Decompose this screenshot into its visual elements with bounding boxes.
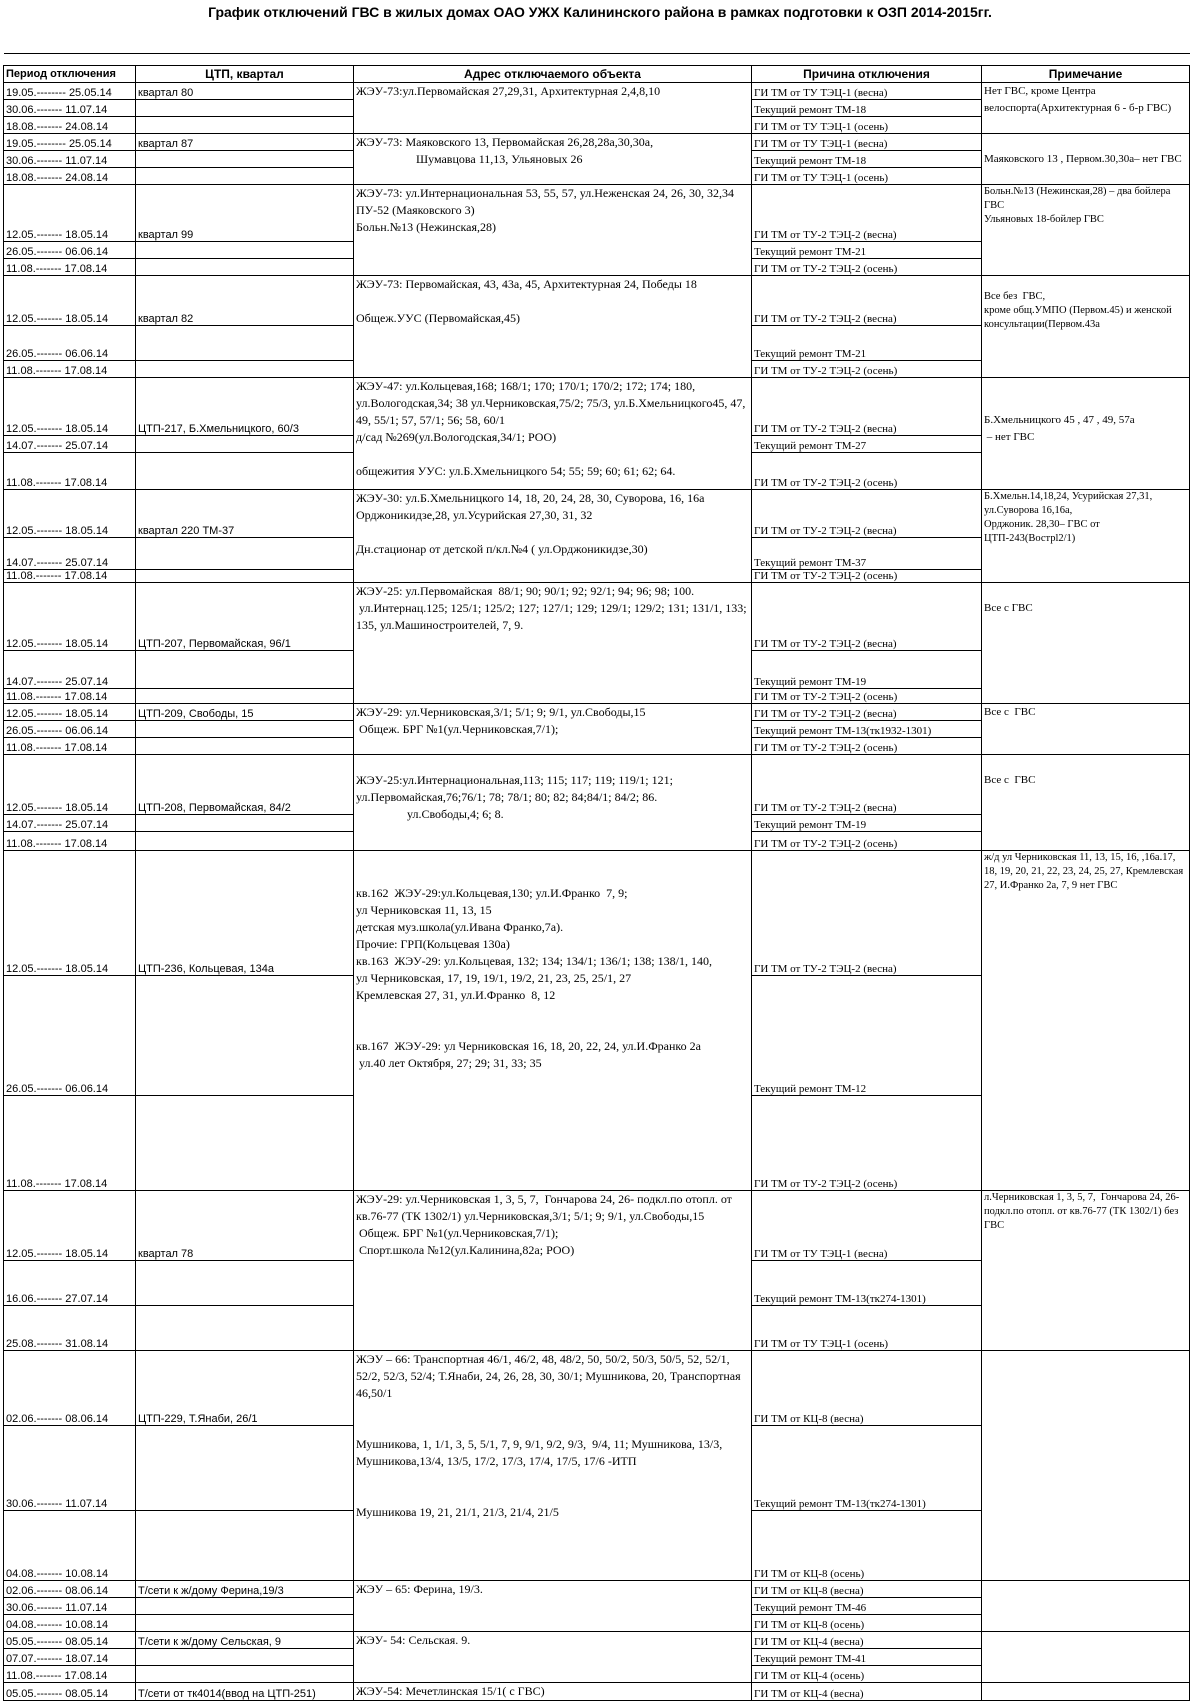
reason-cell: ГИ ТМ от КЦ-8 (весна) [752,1581,982,1598]
header-period: Период отключения [4,66,136,83]
reason-cell: Текущий ремонт ТМ-18 [752,100,982,117]
table-row [4,1191,1190,1261]
reason-cell: Текущий ремонт ТМ-13(тк274-1301) [752,1426,982,1511]
table-row [4,704,1190,721]
reason-cell: ГИ ТМ от ТУ-2 ТЭЦ-2 (весна) [752,490,982,538]
period-cell: 12.05.------- 18.05.14 [4,490,136,538]
ctp-cell [136,721,354,738]
ctp-cell [136,832,354,851]
ctp-cell [136,1598,354,1615]
table-row [4,1683,1190,1701]
ctp-cell: квартал 99 [136,185,354,242]
table-row [4,378,1190,436]
period-cell: 04.08.------- 10.08.14 [4,1615,136,1632]
reason-cell: ГИ ТМ от ТУ-2 ТЭЦ-2 (осень) [752,689,982,704]
header-ctp: ЦТП, квартал [136,66,354,83]
ctp-cell [136,326,354,361]
period-cell: 12.05.------- 18.05.14 [4,1191,136,1261]
reason-cell: Текущий ремонт ТМ-21 [752,242,982,259]
note-cell: Б.Хмельн.14,18,24, Усурийская 27,31, ул.Суворова 16,16а, Орджоник. 28,30– ГВС от ЦТП-243(Вострl2/1) [982,490,1190,583]
table-row [4,134,1190,151]
reason-cell: ГИ ТМ от ТУ ТЭЦ-1 (осень) [752,168,982,185]
ctp-cell [136,168,354,185]
ctp-cell [136,738,354,755]
reason-cell: ГИ ТМ от ТУ-2 ТЭЦ-2 (весна) [752,185,982,242]
period-cell: 12.05.------- 18.05.14 [4,755,136,815]
reason-cell: ГИ ТМ от КЦ-4 (осень) [752,1666,982,1683]
ctp-cell [136,651,354,689]
ctp-cell [136,453,354,490]
table-row [4,490,1190,538]
address-cell: ЖЭУ – 65: Ферина, 19/3. [354,1581,752,1632]
ctp-cell [136,361,354,378]
period-cell: 14.07.------- 25.07.14 [4,538,136,570]
period-cell: 26.05.------- 06.06.14 [4,326,136,361]
ctp-cell: квартал 80 [136,83,354,100]
reason-cell: Текущий ремонт ТМ-21 [752,326,982,361]
ctp-cell [136,242,354,259]
ctp-cell [136,259,354,276]
table-row [4,1632,1190,1649]
ctp-cell [136,436,354,453]
table-row [4,1351,1190,1426]
reason-cell: ГИ ТМ от ТУ ТЭЦ-1 (весна) [752,1191,982,1261]
ctp-cell [136,689,354,704]
period-cell: 12.05.------- 18.05.14 [4,851,136,976]
period-cell: 12.05.------- 18.05.14 [4,185,136,242]
address-cell: ЖЭУ-25: ул.Первомайская 88/1; 90; 90/1; 92; 92/1; 94; 96; 98; 100. ул.Интернац.125; 125/1; 125/2; 127; 127/1; 129; 129/1; 129/2; 131; 131/1, 133; 135, ул.Машиностроителей, 7, 9. [354,583,752,704]
period-cell: 05.05.------- 08.05.14 [4,1632,136,1649]
ctp-cell [136,1426,354,1511]
period-cell: 11.08.------- 17.08.14 [4,689,136,704]
note-cell: л.Черниковская 1, 3, 5, 7, Гончарова 24, 26- подкл.по отопл. от кв.76-77 (ТК 1302/1) без ГВС [982,1191,1190,1351]
period-cell: 11.08.------- 17.08.14 [4,1666,136,1683]
period-cell: 14.07.------- 25.07.14 [4,651,136,689]
ctp-cell [136,1261,354,1306]
ctp-cell [136,1649,354,1666]
address-cell: ЖЭУ-73:ул.Первомайская 27,29,31, Архитектурная 2,4,8,10 [354,83,752,134]
period-cell: 11.08.------- 17.08.14 [4,832,136,851]
reason-cell: Текущий ремонт ТМ-13(тк274-1301) [752,1261,982,1306]
period-cell: 12.05.------- 18.05.14 [4,276,136,326]
period-cell: 14.07.------- 25.07.14 [4,815,136,832]
reason-cell: ГИ ТМ от ТУ ТЭЦ-1 (осень) [752,1306,982,1351]
ctp-cell: ЦТП-217, Б.Хмельницкого, 60/3 [136,378,354,436]
reason-cell: ГИ ТМ от ТУ-2 ТЭЦ-2 (весна) [752,704,982,721]
ctp-cell [136,1306,354,1351]
reason-cell: ГИ ТМ от ТУ-2 ТЭЦ-2 (осень) [752,453,982,490]
ctp-cell: квартал 82 [136,276,354,326]
ctp-cell [136,538,354,570]
header-reason: Причина отключения [752,66,982,83]
reason-cell: ГИ ТМ от ТУ-2 ТЭЦ-2 (осень) [752,570,982,583]
period-cell: 25.08.------- 31.08.14 [4,1306,136,1351]
reason-cell: ГИ ТМ от КЦ-8 (осень) [752,1511,982,1581]
ctp-cell [136,100,354,117]
ctp-cell: ЦТП-229, Т.Янаби, 26/1 [136,1351,354,1426]
period-cell: 14.07.------- 25.07.14 [4,436,136,453]
reason-cell: ГИ ТМ от ТУ-2 ТЭЦ-2 (весна) [752,276,982,326]
reason-cell: ГИ ТМ от КЦ-8 (весна) [752,1351,982,1426]
reason-cell: Текущий ремонт ТМ-19 [752,815,982,832]
reason-cell: ГИ ТМ от ТУ-2 ТЭЦ-2 (весна) [752,755,982,815]
period-cell: 11.08.------- 17.08.14 [4,361,136,378]
address-cell: ЖЭУ-73: ул.Интернациональная 53, 55, 57, ул.Неженская 24, 26, 30, 32,34 ПУ-52 (Маяковского 3) Больн.№13 (Нежинская,28) [354,185,752,276]
period-cell: 11.08.------- 17.08.14 [4,259,136,276]
ctp-cell [136,151,354,168]
header-note: Примечание [982,66,1190,83]
note-cell: Больн.№13 (Нежинская,28) – два бойлера ГВС Ульяновых 18-бойлер ГВС [982,185,1190,276]
table-row [4,1581,1190,1598]
note-cell: Маяковского 13 , Первом.30,30а– нет ГВС [982,134,1190,185]
note-cell [982,1351,1190,1581]
note-cell: Б.Хмельницкого 45 , 47 , 49, 57а – нет ГВС [982,378,1190,490]
header-row [4,66,1190,83]
period-cell: 12.05.------- 18.05.14 [4,378,136,436]
reason-cell: Текущий ремонт ТМ-18 [752,151,982,168]
reason-cell: ГИ ТМ от ТУ-2 ТЭЦ-2 (осень) [752,361,982,378]
ctp-cell [136,117,354,134]
ctp-cell [136,570,354,583]
reason-cell: ГИ ТМ от КЦ-4 (весна) [752,1632,982,1649]
table-row [4,83,1190,100]
period-cell: 11.08.------- 17.08.14 [4,453,136,490]
ctp-cell: квартал 78 [136,1191,354,1261]
address-cell: ЖЭУ- 54: Сельская. 9. [354,1632,752,1683]
outage-schedule-table [3,53,1190,1701]
period-cell: 19.05.-------- 25.05.14 [4,134,136,151]
period-cell: 02.06.------- 08.06.14 [4,1581,136,1598]
period-cell: 18.08.------- 24.08.14 [4,117,136,134]
note-cell: Все с ГВС [982,755,1190,851]
reason-cell: Текущий ремонт ТМ-27 [752,436,982,453]
reason-cell: ГИ ТМ от ТУ-2 ТЭЦ-2 (осень) [752,738,982,755]
ctp-cell: Т/сети к ж/дому Сельская, 9 [136,1632,354,1649]
ctp-cell [136,1615,354,1632]
note-cell: Нет ГВС, кроме Центра велоспорта(Архитектурная 6 - б-р ГВС) [982,83,1190,134]
period-cell: 19.05.-------- 25.05.14 [4,83,136,100]
note-cell: Все с ГВС [982,704,1190,755]
reason-cell: Текущий ремонт ТМ-13(тк1932-1301) [752,721,982,738]
period-cell: 26.05.------- 06.06.14 [4,721,136,738]
reason-cell: ГИ ТМ от КЦ-8 (осень) [752,1615,982,1632]
period-cell: 11.08.------- 17.08.14 [4,570,136,583]
note-cell [982,1683,1190,1701]
address-cell: ЖЭУ-47: ул.Кольцевая,168; 168/1; 170; 170/1; 170/2; 172; 174; 180, ул.Вологодская,34; 38 ул.Черниковская,75/2; 75/3, ул.Б.Хмельницкого45, 47, 49, 55/1; 57, 57/1; 56; 58, 60/1 д/сад №269(ул.Вологодская,34/1; РОО) общежития УУС: ул.Б.Хмельницкого 54; 55; 59; 60; 61; 62; 64. [354,378,752,490]
period-cell: 30.06.------- 11.07.14 [4,100,136,117]
ctp-cell [136,976,354,1096]
period-cell: 05.05.------- 08.05.14 [4,1683,136,1701]
ctp-cell [136,1096,354,1191]
period-cell: 02.06.------- 08.06.14 [4,1351,136,1426]
note-cell [982,1581,1190,1632]
ctp-cell: ЦТП-209, Свободы, 15 [136,704,354,721]
ctp-cell: квартал 220 ТМ-37 [136,490,354,538]
reason-cell: ГИ ТМ от ТУ-2 ТЭЦ-2 (весна) [752,378,982,436]
period-cell: 30.06.------- 11.07.14 [4,1598,136,1615]
address-cell: ЖЭУ-30: ул.Б.Хмельницкого 14, 18, 20, 24, 28, 30, Суворова, 16, 16а Орджоникидзе,28, ул.Усурийская 27,30, 31, 32 Дн.стационар от детской п/кл.№4 ( ул.Орджоникидзе,30) [354,490,752,583]
ctp-cell: Т/сети от тк4014(ввод на ЦТП-251) [136,1683,354,1701]
address-cell: кв.162 ЖЭУ-29:ул.Кольцевая,130; ул.И.Франко 7, 9; ул Черниковская 11, 13, 15 детская муз.школа(ул.Ивана Франко,7а). Прочие: ГРП(Кольцевая 130а) кв.163 ЖЭУ-29: ул.Кольцевая, 132; 134; 134/1; 136/1; 138; 138/1, 140, ул Черниковская, 17, 19, 19/1, 19/2, 21, 23, 25, 25/1, 27 Кремлевская 27, 31, ул.И.Франко 8, 12 кв.167 ЖЭУ-29: ул Черниковская 16, 18, 20, 22, 24, ул.И.Франко 2а ул.40 лет Октября, 27; 29; 31, 33; 35 [354,851,752,1191]
period-cell: 30.06.------- 11.07.14 [4,151,136,168]
reason-cell: ГИ ТМ от ТУ-2 ТЭЦ-2 (осень) [752,1096,982,1191]
reason-cell: Текущий ремонт ТМ-46 [752,1598,982,1615]
address-cell: ЖЭУ-73: Первомайская, 43, 43а, 45, Архитектурная 24, Победы 18 Общеж.УУС (Первомайская,45) [354,276,752,378]
address-cell: ЖЭУ-54: Мечетлинская 15/1( с ГВС) [354,1683,752,1701]
period-cell: 11.08.------- 17.08.14 [4,1096,136,1191]
period-cell: 26.05.------- 06.06.14 [4,976,136,1096]
ctp-cell [136,815,354,832]
ctp-cell [136,1666,354,1683]
note-cell: ж/д ул Черниковская 11, 13, 15, 16, ,16а.17, 18, 19, 20, 21, 22, 23, 24, 25, 27, Кремлевская 27, И.Франко 2а, 7, 9 нет ГВС [982,851,1190,1191]
reason-cell: ГИ ТМ от ТУ-2 ТЭЦ-2 (весна) [752,583,982,651]
period-cell: 26.05.------- 06.06.14 [4,242,136,259]
table-row [4,185,1190,242]
address-cell: ЖЭУ-25:ул.Интернациональная,113; 115; 117; 119; 119/1; 121; ул.Первомайская,76;76/1; 78; 78/1; 80; 82; 84;84/1; 84/2; 86. ул.Свободы,4; 6; 8. [354,755,752,851]
reason-cell: Текущий ремонт ТМ-12 [752,976,982,1096]
ctp-cell: ЦТП-208, Первомайская, 84/2 [136,755,354,815]
ctp-cell [136,1511,354,1581]
table-row [4,276,1190,326]
reason-cell: ГИ ТМ от ТУ-2 ТЭЦ-2 (осень) [752,259,982,276]
ctp-cell: Т/сети к ж/дому Ферина,19/3 [136,1581,354,1598]
reason-cell: ГИ ТМ от ТУ ТЭЦ-1 (весна) [752,134,982,151]
note-cell: Все с ГВС [982,583,1190,704]
reason-cell: Текущий ремонт ТМ-37 [752,538,982,570]
reason-cell: ГИ ТМ от ТУ ТЭЦ-1 (осень) [752,117,982,134]
period-cell: 12.05.------- 18.05.14 [4,704,136,721]
reason-cell: Текущий ремонт ТМ-41 [752,1649,982,1666]
table-row [4,851,1190,976]
address-cell: ЖЭУ – 66: Транспортная 46/1, 46/2, 48, 48/2, 50, 50/2, 50/3, 50/5, 52, 52/1, 52/2, 52/3, 52/4; Т.Янаби, 24, 26, 28, 30, 30/1; Мушникова, 20, Транспортная 46,50/1 Мушникова, 1, 1/1, 3, 5, 5/1, 7, 9, 9/1, 9/2, 9/3, 9/4, 11; Мушникова, 13/3, Мушникова,13/4, 13/5, 17/2, 17/3, 17/4, 17/5, 17/6 -ИТП Мушникова 19, 21, 21/1, 21/3, 21/4, 21/5 [354,1351,752,1581]
period-cell: 18.08.------- 24.08.14 [4,168,136,185]
header-address: Адрес отключаемого объекта [354,66,752,83]
document-title: График отключений ГВС в жилых домах ОАО УЖХ Калининского района в рамках подготовки к ОЗП 2014-2015гг. [208,4,992,20]
ctp-cell: ЦТП-207, Первомайская, 96/1 [136,583,354,651]
reason-cell: Текущий ремонт ТМ-19 [752,651,982,689]
period-cell: 12.05.------- 18.05.14 [4,583,136,651]
note-cell [982,1632,1190,1683]
ctp-cell: ЦТП-236, Кольцевая, 134а [136,851,354,976]
reason-cell: ГИ ТМ от ТУ ТЭЦ-1 (весна) [752,83,982,100]
address-cell: ЖЭУ-29: ул.Черниковская 1, 3, 5, 7, Гончарова 24, 26- подкл.по отопл. от кв.76-77 (ТК 1302/1) ул.Черниковская,3/1; 5/1; 9; 9/1, ул.Свободы,15 Общеж. БРГ №1(ул.Черниковская,7/1); Спорт.школа №12(ул.Калинина,82а; РОО) [354,1191,752,1351]
reason-cell: ГИ ТМ от ТУ-2 ТЭЦ-2 (весна) [752,851,982,976]
reason-cell: ГИ ТМ от КЦ-4 (весна) [752,1683,982,1701]
table-row [4,755,1190,815]
table-row [4,583,1190,651]
period-cell: 11.08.------- 17.08.14 [4,738,136,755]
address-cell: ЖЭУ-73: Маяковского 13, Первомайская 26,28,28а,30,30а, Шумавцова 11,13, Ульяновых 26 [354,134,752,185]
ctp-cell: квартал 87 [136,134,354,151]
address-cell: ЖЭУ-29: ул.Черниковская,3/1; 5/1; 9; 9/1, ул.Свободы,15 Общеж. БРГ №1(ул.Черниковская,7/1); [354,704,752,755]
period-cell: 07.07.------- 18.07.14 [4,1649,136,1666]
period-cell: 30.06.------- 11.07.14 [4,1426,136,1511]
note-cell: Все без ГВС, кроме общ.УМПО (Первом.45) и женской консультации(Первом.43а [982,276,1190,378]
period-cell: 04.08.------- 10.08.14 [4,1511,136,1581]
reason-cell: ГИ ТМ от ТУ-2 ТЭЦ-2 (осень) [752,832,982,851]
period-cell: 16.06.------- 27.07.14 [4,1261,136,1306]
